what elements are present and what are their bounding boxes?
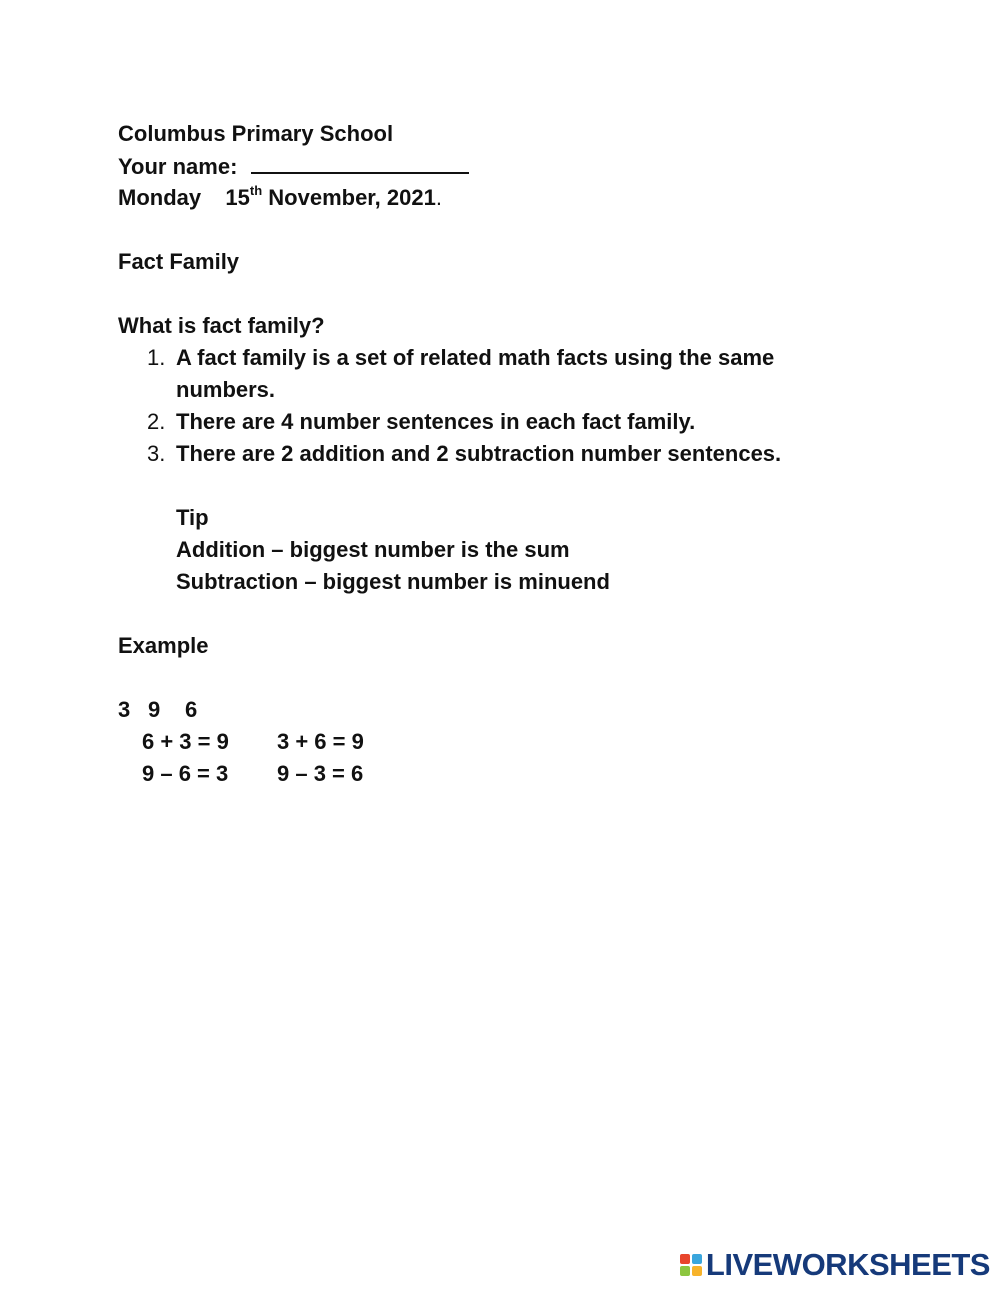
example-number: 6 (185, 697, 198, 722)
tip-title: Tip (176, 505, 209, 530)
worksheet (118, 118, 898, 790)
equation: 9 – 6 = 3 (142, 761, 229, 786)
date-line (118, 182, 898, 214)
date-rest: November, 2021 (268, 185, 436, 210)
liveworksheets-logo (680, 1247, 990, 1283)
logo-square (692, 1254, 702, 1264)
example-number: 3 (118, 697, 131, 722)
list-item (118, 342, 816, 406)
example-number: 9 (148, 697, 161, 722)
date-suffix: th (249, 182, 263, 198)
list-number: 2. (147, 409, 166, 434)
logo-square (680, 1254, 690, 1264)
section-title: Fact Family (118, 249, 240, 274)
list-text: There are 4 number sentences in each fact family. (176, 409, 696, 434)
equation-row (118, 726, 898, 758)
list-text: There are 2 addition and 2 subtraction number sentences. (176, 441, 782, 466)
name-line (118, 150, 898, 182)
school-name: Columbus Primary School (118, 121, 394, 146)
logo-text: LIVEWORKSHEETS (705, 1247, 990, 1282)
date-day: Monday (118, 185, 202, 210)
logo-square (680, 1266, 690, 1276)
equation-row (118, 758, 898, 790)
equation: 9 – 3 = 6 (277, 761, 364, 786)
date-num: 15 (225, 185, 250, 210)
logo-square (692, 1266, 702, 1276)
list-number: 3. (147, 441, 166, 466)
list-number: 1. (147, 345, 166, 370)
tip-subtraction: Subtraction – biggest number is minuend (176, 569, 610, 594)
equation: 3 + 6 = 9 (277, 729, 364, 754)
example-title: Example (118, 633, 209, 658)
name-blank[interactable] (251, 150, 469, 174)
name-label: Your name: (118, 154, 238, 179)
tip-addition: Addition – biggest number is the sum (176, 537, 570, 562)
example-numbers (118, 694, 898, 726)
date-period: . (435, 185, 442, 210)
list-item (118, 438, 898, 470)
list-text: A fact family is a set of related math facts using the same numbers. (176, 345, 775, 402)
logo-icon (680, 1254, 702, 1276)
fact-list (118, 342, 898, 470)
list-item (118, 406, 898, 438)
equation: 6 + 3 = 9 (142, 729, 229, 754)
question-heading: What is fact family? (118, 313, 325, 338)
